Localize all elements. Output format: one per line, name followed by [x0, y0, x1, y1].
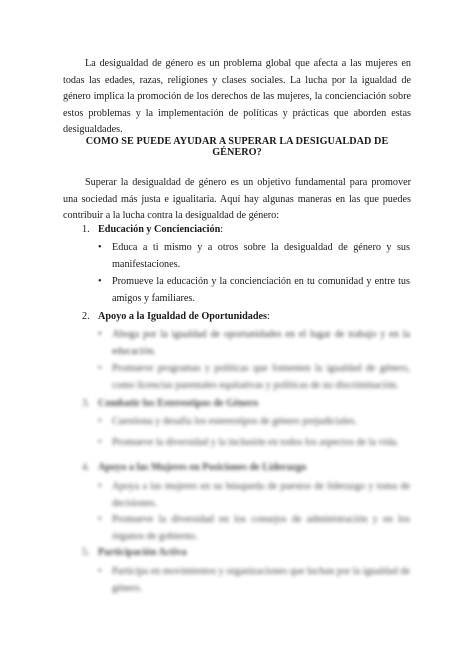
bullet-item — [98, 240, 410, 273]
list-item-title: Combatir los Estereotipos de Género — [98, 398, 259, 409]
bullet-text: Promueve la diversidad en los consejos de administración y en los órganos de gobierno. — [112, 514, 410, 542]
list-item-title: Apoyo a las Mujeres en Posiciones de Liderazgo — [98, 462, 307, 473]
list-item-2 — [82, 309, 270, 325]
bullet-text: Cuestiona y desafía los estereotipos de género prejudiciales. — [112, 416, 357, 427]
bullet-text: Promueve programas y políticas que fomenten la igualdad de género, como licencias parentales equitativas y políticas de no discriminación. — [112, 363, 410, 391]
intro-paragraph: La desigualdad de género es un problema global que afecta a las mujeres en todas las edades, razas, religiones y clases sociales. La lucha por la igualdad de género implica la promoción de los derechos de las mujeres, la concienciación sobre estos problemas y la implementación de políticas y prácticas que aborden estas desigualdades. — [63, 58, 411, 135]
list-number: 1. — [82, 224, 90, 235]
list-number: 5. — [82, 547, 90, 558]
bullet-item — [98, 327, 410, 360]
bullet-text: Apoya a las mujeres en su búsqueda de puestos de liderazgo y toma de decisiones. — [112, 481, 410, 509]
bullet-dot: • — [98, 242, 102, 253]
list-item-suffix: : — [267, 311, 270, 322]
section-heading: COMO SE PUEDE AYUDAR A SUPERAR LA DESIGUALDAD DE GÉNERO? — [85, 136, 389, 158]
list-item-3 — [82, 396, 258, 412]
bullet-dot: • — [98, 416, 102, 427]
lead-paragraph: Superar la desigualdad de género es un objetivo fundamental para promover una sociedad más justa e igualitaria. Aquí hay algunas maneras en las que puedes contribuir a la lucha contra la desigualdad de género: — [63, 177, 411, 221]
bullet-item — [98, 274, 410, 307]
bullet-dot: • — [98, 481, 102, 492]
list-item-4 — [82, 460, 306, 476]
list-number: 2. — [82, 311, 90, 322]
bullet-dot: • — [98, 329, 102, 340]
bullet-text: Promueve la diversidad y la inclusión en todos los aspectos de la vida. — [112, 437, 399, 448]
bullet-item — [98, 564, 410, 597]
bullet-dot: • — [98, 363, 102, 374]
list-item-title: Educación y Concienciación — [98, 224, 221, 235]
bullet-dot: • — [98, 514, 102, 525]
list-item-5 — [82, 545, 187, 561]
list-item-title: Participación Activa — [98, 547, 187, 558]
list-number: 3. — [82, 398, 90, 409]
bullet-text: Aboga por la igualdad de oportunidades en el lugar de trabajo y en la educación. — [112, 329, 410, 357]
bullet-dot: • — [98, 437, 102, 448]
bullet-item — [98, 414, 410, 431]
bullet-text: Participa en movimientos y organizaciones que luchan por la igualdad de género. — [112, 566, 410, 594]
list-item-title: Apoyo a la Igualdad de Oportunidades — [98, 311, 267, 322]
bullet-item — [98, 512, 410, 545]
bullet-item — [98, 435, 410, 452]
bullet-dot: • — [98, 566, 102, 577]
bullet-text: Promueve la educación y la concienciación en tu comunidad y entre tus amigos y familiares. — [112, 276, 410, 304]
bullet-item — [98, 479, 410, 512]
list-number: 4. — [82, 462, 90, 473]
bullet-item — [98, 361, 410, 394]
bullet-dot: • — [98, 276, 102, 287]
list-item-suffix: : — [220, 224, 224, 235]
list-item-1 — [82, 222, 223, 238]
bullet-text: Educa a ti mismo y a otros sobre la desigualdad de género y sus manifestaciones. — [112, 242, 410, 270]
